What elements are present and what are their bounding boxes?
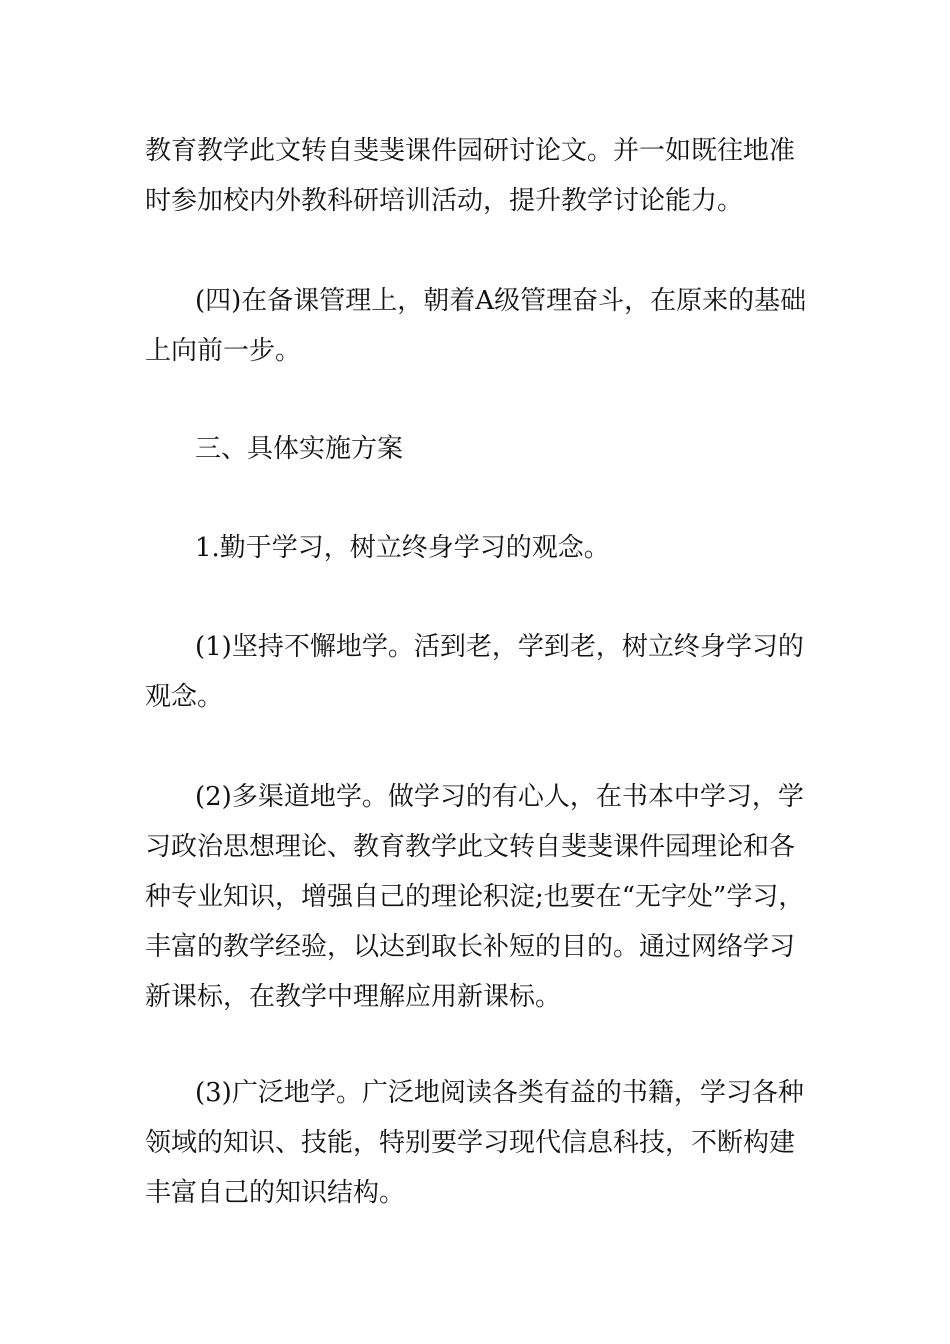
paragraph-subitem-1 <box>145 622 810 722</box>
text-line: (3)广泛地学。广泛地阅读各类有益的书籍，学习各种 <box>195 1078 804 1108</box>
paragraph-continuation <box>145 126 810 226</box>
text-line: (2)多渠道地学。做学习的有心人，在书本中学习，学 <box>195 782 804 812</box>
section-heading <box>145 424 810 474</box>
text-line: 习政治思想理论、教育教学此文转自斐斐课件园理论和各 <box>145 832 796 862</box>
text-line: 种专业知识，增强自己的理论积淀;也要在“无字处”学习， <box>145 882 805 912</box>
section-heading-text: 三、具体实施方案 <box>195 434 404 464</box>
paragraph-item-1 <box>145 523 810 573</box>
text-line: 1.勤于学习，树立终身学习的观念。 <box>195 533 610 563</box>
paragraph-subitem-3 <box>145 1068 810 1218</box>
text-line: 丰富自己的知识结构。 <box>145 1178 406 1208</box>
paragraph-subitem-2 <box>145 772 810 1022</box>
text-line: 上向前一步。 <box>145 336 302 366</box>
text-line: 新课标，在教学中理解应用新课标。 <box>145 982 562 1012</box>
text-line: 教育教学此文转自斐斐课件园研讨论文。并一如既往地准 <box>145 136 796 166</box>
text-line: (1)坚持不懈地学。活到老，学到老，树立终身学习的 <box>195 632 804 662</box>
text-line: 领域的知识、技能，特别要学习现代信息科技，不断构建 <box>145 1128 796 1158</box>
text-line: (四)在备课管理上，朝着A级管理奋斗，在原来的基础 <box>195 286 807 316</box>
text-line: 丰富的教学经验，以达到取长补短的目的。通过网络学习 <box>145 932 796 962</box>
text-line: 观念。 <box>145 682 224 712</box>
text-line: 时参加校内外教科研培训活动，提升教学讨论能力。 <box>145 186 744 216</box>
paragraph-section-four <box>145 276 810 376</box>
